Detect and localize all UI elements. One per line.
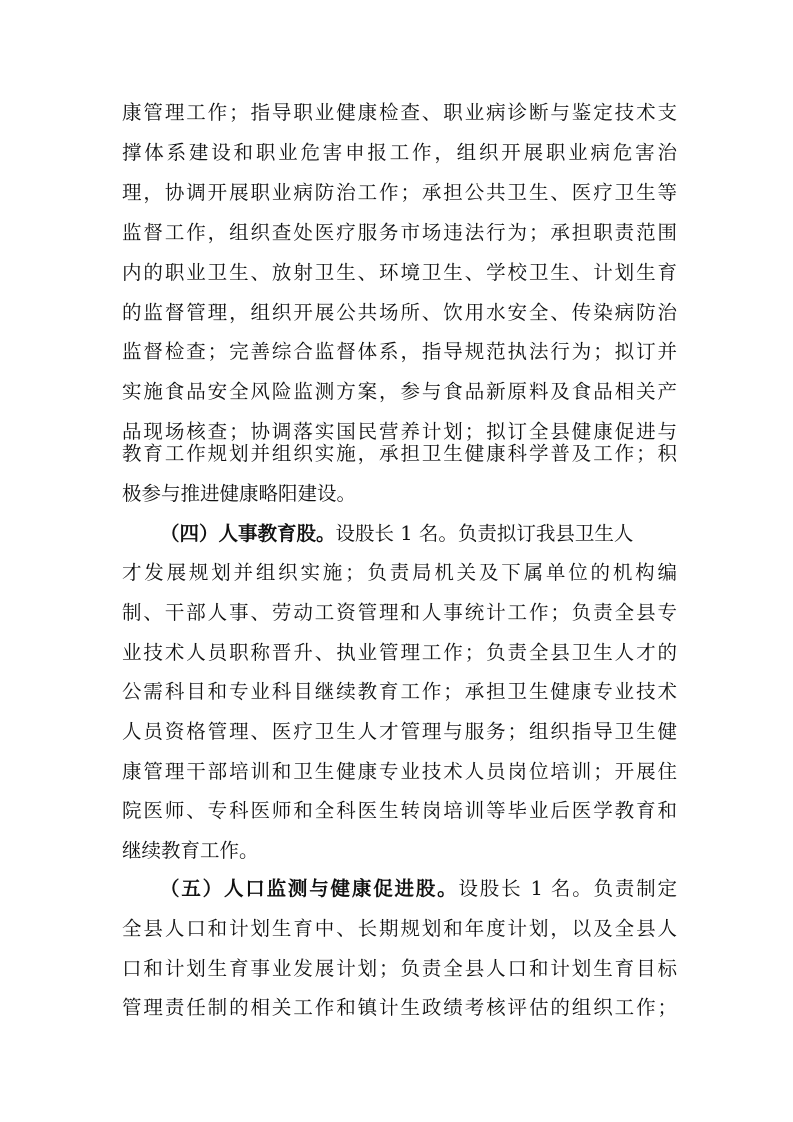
body-text-line: 人员资格管理、医疗卫生人才管理与服务；组织指导卫生健 bbox=[122, 720, 677, 743]
body-text-line: 院医师、专科医师和全科医生转岗培训等毕业后医学教育和 bbox=[122, 799, 677, 822]
body-text-line: 口和计划生育事业发展计划；负责全县人口和计划生育目标 bbox=[122, 957, 677, 980]
body-text-line: 康管理干部培训和卫生健康专业技术人员岗位培训；开展住 bbox=[122, 760, 677, 783]
body-text-line: 才发展规划并组织实施；负责局机关及下属单位的机构编 bbox=[122, 561, 677, 584]
body-text-line: 撑体系建设和职业危害申报工作，组织开展职业病危害治 bbox=[122, 141, 677, 164]
body-text-line: 实施食品安全风险监测方案，参与食品新原料及食品相关产 bbox=[122, 380, 677, 403]
body-text-line: 康管理工作；指导职业健康检查、职业病诊断与鉴定技术支 bbox=[122, 101, 677, 124]
body-text-line: 全县人口和计划生育中、长期规划和年度计划，以及全县人 bbox=[122, 917, 677, 940]
section-heading: （四）人事教育股。 bbox=[160, 522, 336, 545]
body-text-line: 公需科目和专业科目继续教育工作；承担卫生健康专业技术 bbox=[122, 680, 677, 703]
body-text-line: 品现场核查；协调落实国民营养计划；拟订全县健康促进与 bbox=[122, 420, 677, 443]
body-text-line: 监督检查；完善综合监督体系，指导规范执法行为；拟订并 bbox=[122, 340, 677, 363]
section-text: 设股长 1 名。负责制定 bbox=[458, 877, 677, 900]
section-heading-line bbox=[160, 521, 677, 547]
body-text-line: 继续教育工作。 bbox=[122, 839, 259, 862]
body-text-line: 管理责任制的相关工作和镇计生政绩考核评估的组织工作； bbox=[122, 996, 677, 1019]
section-text: 设股长 1 名。负责拟订我县卫生人 bbox=[335, 522, 634, 545]
body-text-line: 内的职业卫生、放射卫生、环境卫生、学校卫生、计划生育 bbox=[122, 261, 677, 284]
body-text-line: 理，协调开展职业病防治工作；承担公共卫生、医疗卫生等 bbox=[122, 181, 677, 204]
body-text-line: 制、干部人事、劳动工资管理和人事统计工作；负责全县专 bbox=[122, 601, 677, 624]
section-heading: （五）人口监测与健康促进股。 bbox=[160, 877, 459, 900]
body-text-line: 教育工作规划并组织实施，承担卫生健康科学普及工作；积 bbox=[122, 442, 677, 465]
body-text-line: 业技术人员职称晋升、执业管理工作；负责全县卫生人才的 bbox=[122, 641, 677, 664]
body-text-line: 的监督管理，组织开展公共场所、饮用水安全、传染病防治 bbox=[122, 301, 677, 324]
body-text-line: 极参与推进健康略阳建设。 bbox=[122, 482, 357, 505]
body-text-line: 监督工作，组织查处医疗服务市场违法行为；承担职责范围 bbox=[122, 221, 677, 244]
section-heading-line bbox=[160, 876, 677, 902]
